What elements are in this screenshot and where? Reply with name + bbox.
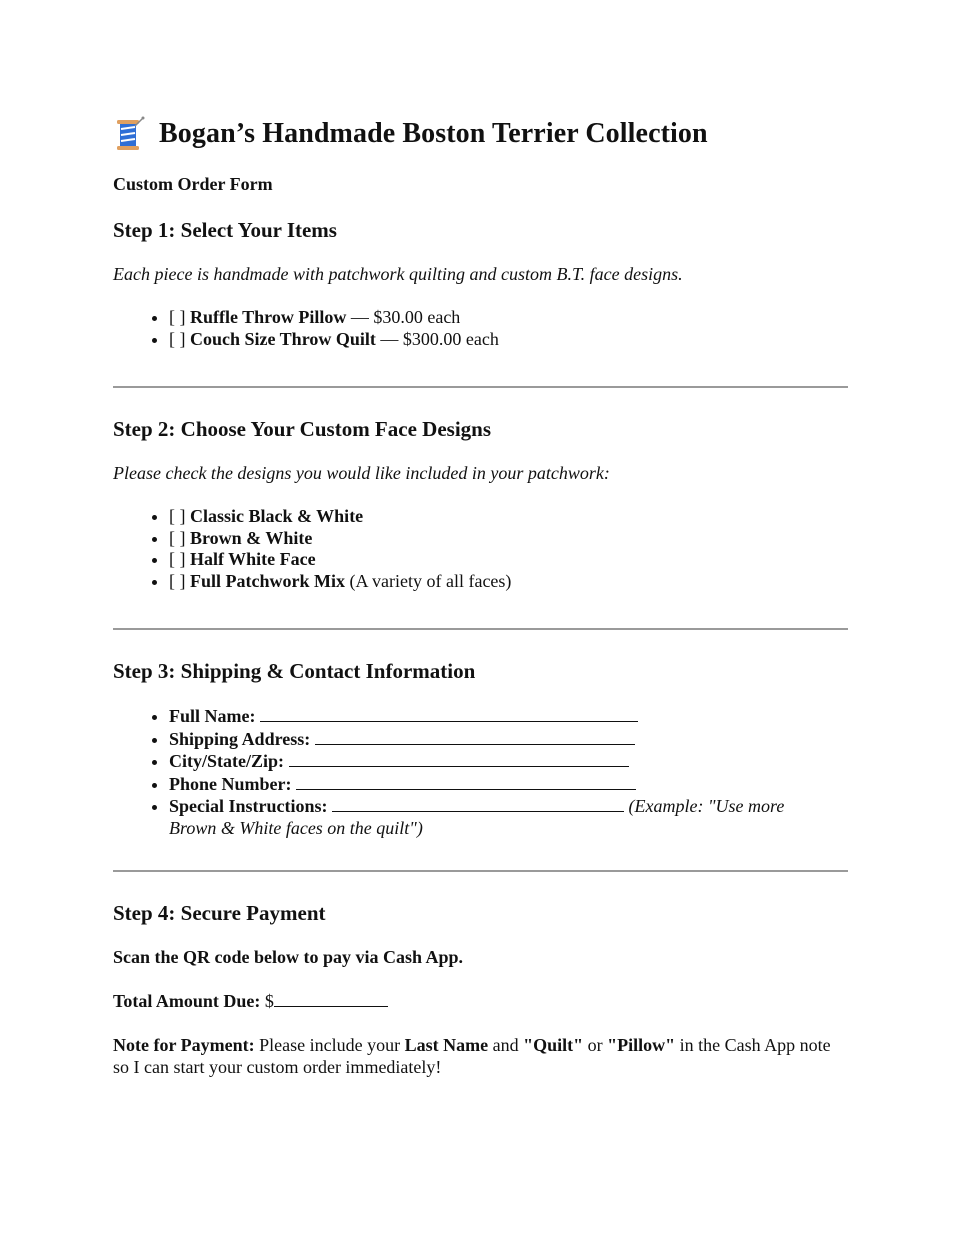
instructions-example: (Example: "Use more <box>628 796 785 817</box>
checkbox-placeholder[interactable]: [ ] <box>169 506 186 526</box>
field-label: Full Name: <box>169 706 256 726</box>
section-divider <box>113 386 848 388</box>
full-name-field[interactable] <box>260 705 638 722</box>
title-row <box>113 116 708 152</box>
design-list <box>141 506 859 592</box>
note-text: or <box>583 1035 608 1055</box>
list-item[interactable] <box>169 571 859 593</box>
phone-number-field[interactable] <box>296 773 636 790</box>
design-name: Classic Black & White <box>190 506 364 526</box>
step1-heading: Step 1: Select Your Items <box>113 218 337 242</box>
payment-note <box>113 1034 843 1078</box>
total-label: Total Amount Due: <box>113 991 261 1011</box>
step3-heading: Step 3: Shipping & Contact Information <box>113 659 476 683</box>
contact-field-list <box>141 705 859 840</box>
note-text: and <box>488 1035 524 1055</box>
note-emphasis: "Pillow" <box>607 1035 676 1055</box>
note-text: in the Cash App note so I can start your custom order immediately! <box>113 1035 831 1077</box>
step2-heading: Step 2: Choose Your Custom Face Designs <box>113 417 491 441</box>
form-subtitle: Custom Order Form <box>113 174 273 194</box>
note-text: Please include your <box>254 1035 405 1055</box>
scan-instruction: Scan the QR code below to pay via Cash App. <box>113 947 464 967</box>
design-name: Full Patchwork Mix <box>190 570 345 591</box>
section-divider <box>113 870 848 872</box>
field-label: City/State/Zip: <box>169 751 284 772</box>
total-amount-line <box>113 990 843 1012</box>
list-item[interactable] <box>169 307 859 329</box>
checkbox-placeholder[interactable]: [ ] <box>169 570 186 591</box>
thread-spool-icon <box>113 116 145 152</box>
item-name: Couch Size Throw Quilt <box>190 328 376 349</box>
step1-intro: Each piece is handmade with patchwork quilting and custom B.T. face designs. <box>113 264 683 284</box>
field-label: Shipping Address: <box>169 728 311 749</box>
design-note: (A variety of all faces) <box>345 570 512 591</box>
note-emphasis: Last Name <box>404 1035 489 1055</box>
list-item[interactable] <box>169 549 859 571</box>
list-item <box>169 795 859 839</box>
step4-heading: Step 4: Secure Payment <box>113 901 326 925</box>
shipping-address-field[interactable] <box>315 728 635 745</box>
step2-intro: Please check the designs you would like included in your patchwork: <box>113 463 610 483</box>
design-name: Brown & White <box>190 527 313 548</box>
instructions-example-cont: Brown & White faces on the quilt") <box>169 817 423 838</box>
item-name: Ruffle Throw Pillow <box>190 307 347 327</box>
design-name: Half White Face <box>190 549 316 570</box>
note-label: Note for Payment: <box>113 1035 255 1055</box>
list-item <box>169 773 859 796</box>
checkbox-placeholder[interactable]: [ ] <box>169 549 186 570</box>
city-state-zip-field[interactable] <box>289 750 629 767</box>
list-item[interactable] <box>169 528 859 550</box>
item-price: — $300.00 each <box>375 328 499 349</box>
list-item[interactable] <box>169 329 859 351</box>
list-item[interactable] <box>169 506 859 528</box>
item-list <box>141 307 859 350</box>
section-divider <box>113 628 848 630</box>
field-label: Special Instructions: <box>169 796 328 817</box>
list-item <box>169 728 859 751</box>
total-amount-field[interactable] <box>274 990 388 1007</box>
list-item <box>169 750 859 773</box>
list-item <box>169 705 859 728</box>
note-emphasis: "Quilt" <box>523 1035 584 1055</box>
special-instructions-field[interactable] <box>332 795 624 812</box>
checkbox-placeholder[interactable]: [ ] <box>169 527 186 548</box>
item-price: — $30.00 each <box>346 307 461 327</box>
page-title: Bogan’s Handmade Boston Terrier Collection <box>159 118 708 149</box>
checkbox-placeholder[interactable]: [ ] <box>169 328 186 349</box>
currency-symbol: $ <box>260 991 274 1011</box>
checkbox-placeholder[interactable]: [ ] <box>169 307 186 327</box>
field-label: Phone Number: <box>169 773 292 794</box>
